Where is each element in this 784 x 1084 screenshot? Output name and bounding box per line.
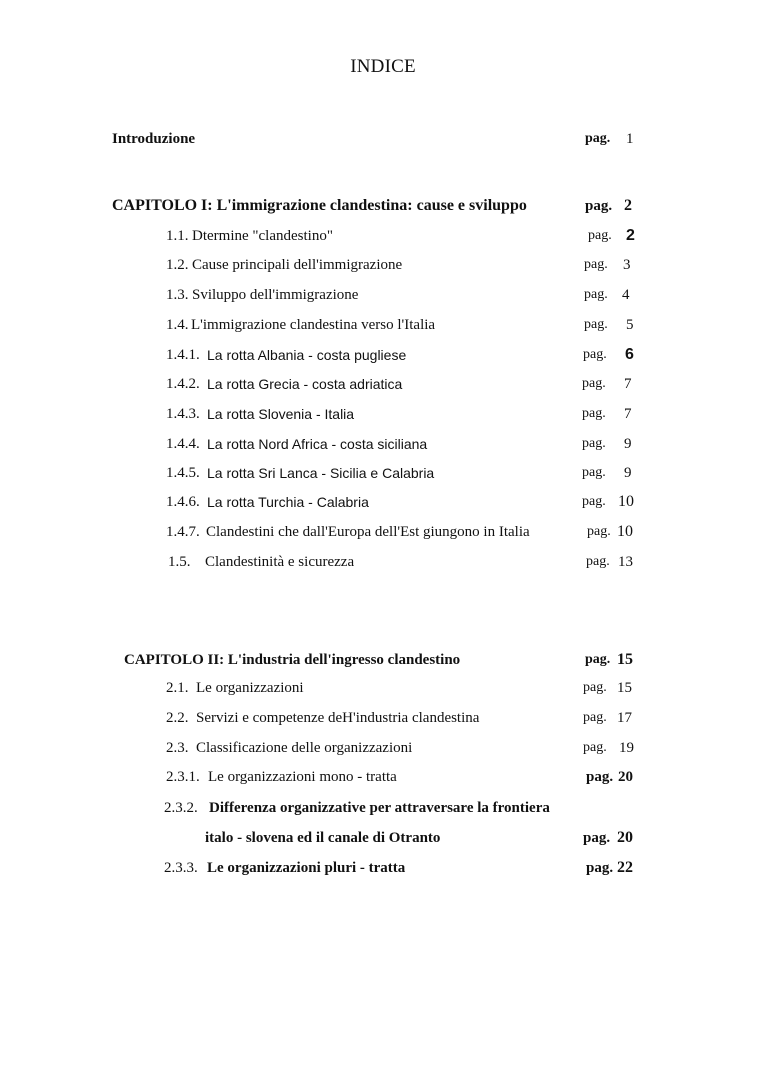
toc-entry-1-2 xyxy=(0,254,766,276)
toc-entry-page: 9 xyxy=(624,436,632,452)
toc-entry-text: Servizi e competenze deH'industria clandestina xyxy=(196,710,480,726)
toc-entry-pag: pag. xyxy=(587,524,611,539)
toc-entry-pag: pag. xyxy=(584,287,608,302)
toc-entry-page: 17 xyxy=(617,710,632,726)
toc-entry-page: 4 xyxy=(622,287,630,303)
toc-entry-page: 22 xyxy=(617,859,633,876)
toc-entry-text: Le organizzazioni xyxy=(196,680,304,696)
toc-entry-1-4-4 xyxy=(0,433,766,455)
toc-entry-page: 7 xyxy=(624,406,632,422)
toc-entry-pag: pag. xyxy=(583,347,607,362)
toc-entry-2-3-3 xyxy=(0,857,766,879)
toc-entry-pag: pag. xyxy=(583,830,611,846)
toc-entry-page: 2 xyxy=(626,227,635,244)
toc-entry-text: L'immigrazione clandestina verso l'Italia xyxy=(191,317,436,333)
toc-entry-number: 2.3.2. xyxy=(164,800,198,816)
toc-entry-page: 7 xyxy=(624,376,632,392)
toc-entry-2-3 xyxy=(0,737,766,759)
toc-entry-text: La rotta Slovenia - Italia xyxy=(207,406,355,422)
toc-entry-text: La rotta Turchia - Calabria xyxy=(207,494,369,510)
toc-entry-page: 15 xyxy=(617,651,633,668)
toc-entry-page: 19 xyxy=(619,740,634,756)
toc-entry-text: CAPITOLO II: L'industria dell'ingresso clandestino xyxy=(124,652,461,668)
toc-entry-page: 1 xyxy=(626,131,634,147)
toc-entry-text: Classificazione delle organizzazioni xyxy=(196,740,413,756)
toc-entry-2-3-1 xyxy=(0,766,766,788)
toc-entry-capitolo-2 xyxy=(0,649,766,671)
toc-entry-pag: pag. xyxy=(582,465,606,480)
toc-entry-number: 1.5. xyxy=(168,554,191,570)
toc-entry-number: 1.4.6. xyxy=(166,494,200,510)
toc-entry-page: 20 xyxy=(617,829,633,846)
toc-entry-text: Sviluppo dell'immigrazione xyxy=(192,287,359,303)
toc-entry-page: 2 xyxy=(624,197,632,214)
toc-entry-pag: pag. xyxy=(582,436,606,451)
page-title: INDICE xyxy=(350,56,416,77)
toc-entry-number: 1.4.1. xyxy=(166,347,200,363)
toc-entry-pag: pag. xyxy=(583,680,607,695)
toc-entry-capitolo-1 xyxy=(0,195,766,217)
toc-entry-text: CAPITOLO I: L'immigrazione clandestina: cause e sviluppo xyxy=(112,197,527,214)
toc-entry-pag: pag. xyxy=(584,317,608,332)
toc-entry-text: Le organizzazioni mono - tratta xyxy=(208,769,397,785)
toc-entry-pag: pag. xyxy=(584,257,608,272)
toc-entry-text: La rotta Sri Lanca - Sicilia e Calabria xyxy=(207,465,435,481)
toc-entry-1-4-6 xyxy=(0,491,766,513)
toc-entry-text: Differenza organizzative per attraversare la frontiera xyxy=(209,800,550,816)
toc-entry-page: 10 xyxy=(618,493,634,510)
toc-entry-pag: pag. xyxy=(582,406,606,421)
toc-entry-number: 2.2. xyxy=(166,710,189,726)
toc-entry-2-1 xyxy=(0,677,766,699)
toc-entry-number: 1.2. xyxy=(166,257,189,273)
toc-entry-1-3 xyxy=(0,284,766,306)
toc-entry-2-3-2-continued xyxy=(0,827,766,849)
toc-entry-page: 5 xyxy=(626,317,634,333)
toc-entry-introduzione xyxy=(0,128,766,150)
toc-entry-page: 20 xyxy=(618,769,633,785)
toc-entry-1-4-2 xyxy=(0,373,766,395)
toc-entry-page: 13 xyxy=(618,554,633,570)
toc-entry-1-4 xyxy=(0,314,766,336)
toc-entry-2-2 xyxy=(0,707,766,729)
toc-entry-pag: pag. xyxy=(586,769,614,785)
toc-entry-number: 1.1. xyxy=(166,228,189,244)
toc-entry-text: Le organizzazioni pluri - tratta xyxy=(207,860,406,876)
toc-entry-text: Cause principali dell'immigrazione xyxy=(192,257,403,273)
toc-entry-number: 1.4.7. xyxy=(166,524,200,540)
toc-entry-pag: pag. xyxy=(583,710,607,725)
toc-entry-text: italo - slovena ed il canale di Otranto xyxy=(205,830,441,846)
toc-entry-text: La rotta Albania - costa pugliese xyxy=(207,347,407,363)
toc-entry-1-1 xyxy=(0,225,766,247)
toc-entry-1-4-7 xyxy=(0,521,766,543)
toc-entry-pag: pag. xyxy=(583,740,607,755)
toc-entry-1-4-1 xyxy=(0,344,766,366)
toc-entry-pag: pag. xyxy=(582,376,606,391)
toc-entry-number: 2.1. xyxy=(166,680,189,696)
toc-entry-number: 1.4.5. xyxy=(166,465,200,481)
toc-entry-1-5 xyxy=(0,551,766,573)
toc-entry-text: Clandestinità e sicurezza xyxy=(205,554,355,570)
toc-entry-number: 1.4.3. xyxy=(166,406,200,422)
toc-entry-pag: pag. xyxy=(585,198,613,214)
toc-entry-number: 1.4.4. xyxy=(166,436,200,452)
toc-entry-pag: pag. xyxy=(585,652,611,667)
toc-entry-number: 1.4.2. xyxy=(166,376,200,392)
toc-entry-1-4-3 xyxy=(0,403,766,425)
toc-entry-pag: pag. xyxy=(585,131,611,146)
toc-entry-page: 15 xyxy=(617,680,632,696)
toc-entry-number: 1.4. xyxy=(166,317,189,333)
toc-entry-number: 2.3.1. xyxy=(166,769,200,785)
toc-entry-pag: pag. xyxy=(588,228,612,243)
toc-entry-2-3-2 xyxy=(0,797,766,819)
toc-entry-page: 6 xyxy=(625,346,634,363)
toc-entry-text: La rotta Grecia - costa adriatica xyxy=(207,376,403,392)
toc-entry-text: La rotta Nord Africa - costa siciliana xyxy=(207,436,428,452)
toc-entry-number: 1.3. xyxy=(166,287,189,303)
toc-entry-number: 2.3. xyxy=(166,740,189,756)
toc-entry-text: Clandestini che dall'Europa dell'Est giungono in Italia xyxy=(206,524,530,540)
toc-entry-pag: pag. xyxy=(586,554,610,569)
toc-entry-page: 9 xyxy=(624,465,632,481)
toc-entry-pag: pag. xyxy=(586,860,614,876)
toc-entry-text: Dtermine "clandestino" xyxy=(192,228,333,244)
toc-entry-page: 3 xyxy=(623,257,631,273)
toc-entry-1-4-5 xyxy=(0,462,766,484)
toc-entry-number: 2.3.3. xyxy=(164,860,198,876)
toc-entry-page: 10 xyxy=(617,523,633,540)
toc-entry-pag: pag. xyxy=(582,494,606,509)
toc-entry-text: Introduzione xyxy=(112,131,196,147)
